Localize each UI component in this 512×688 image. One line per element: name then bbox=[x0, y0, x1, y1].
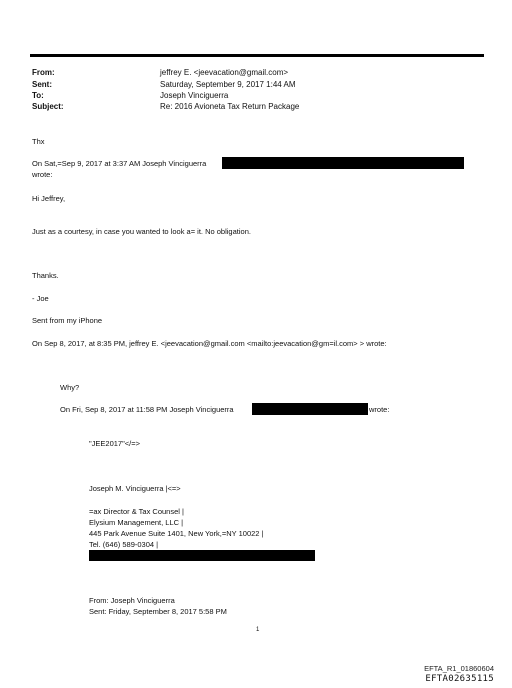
redaction-bar bbox=[89, 550, 315, 561]
signature-phone: Tel. (646) 589-0304 | bbox=[89, 540, 159, 549]
forward-sent: Sent: Friday, September 8, 2017 5:58 PM bbox=[89, 607, 227, 616]
quote-header-3-end: wrote: bbox=[369, 405, 390, 414]
signature-name: Joseph M. Vinciguerra |<=> bbox=[89, 484, 181, 493]
sent-value: Saturday, September 9, 2017 1:44 AM bbox=[160, 80, 296, 89]
subject-label: Subject: bbox=[32, 102, 64, 111]
bates-number-primary: EFTA_R1_01860604 bbox=[424, 664, 494, 673]
thanks-line: Thanks. bbox=[32, 271, 59, 280]
header-rule bbox=[30, 54, 484, 57]
signoff: - Joe bbox=[32, 294, 49, 303]
to-label: To: bbox=[32, 91, 44, 100]
quote-header-2: On Sep 8, 2017, at 8:35 PM, jeffrey E. <jeevacation@gmail.com <mailto:jeevacation@gm=il.com> > wrote: bbox=[32, 339, 387, 348]
page-number: 1 bbox=[256, 627, 260, 633]
sent-from-line: Sent from my iPhone bbox=[32, 316, 103, 325]
bates-number-secondary: EFTA02635115 bbox=[425, 674, 494, 684]
greeting: Hi Jeffrey, bbox=[32, 194, 66, 203]
forward-from: From: Joseph Vinciguerra bbox=[89, 596, 175, 605]
redaction-bar bbox=[222, 157, 464, 169]
signature-address: 445 Park Avenue Suite 1401, New York,=NY 10022 | bbox=[89, 529, 264, 538]
why-line: Why? bbox=[60, 383, 80, 392]
signature-title: =ax Director & Tax Counsel | bbox=[89, 507, 184, 516]
redaction-bar bbox=[252, 403, 368, 415]
courtesy-line: Just as a courtesy, in case you wanted to look a= it. No obligation. bbox=[32, 227, 251, 236]
quote-header-1-end: wrote: bbox=[32, 170, 53, 179]
from-label: From: bbox=[32, 68, 55, 77]
quote-header-1: On Sat,=Sep 9, 2017 at 3:37 AM Joseph Vinciguerra bbox=[32, 159, 207, 168]
password-line: "JEE2017"</=> bbox=[89, 439, 140, 448]
from-value: jeffrey E. <jeevacation@gmail.com> bbox=[160, 68, 289, 77]
sent-label: Sent: bbox=[32, 80, 52, 89]
subject-value: Re: 2016 Avioneta Tax Return Package bbox=[160, 102, 300, 111]
reply-text: Thx bbox=[32, 137, 45, 146]
quote-header-3: On Fri, Sep 8, 2017 at 11:58 PM Joseph Vinciguerra bbox=[60, 405, 234, 414]
to-value: Joseph Vinciguerra bbox=[160, 91, 229, 100]
signature-company: Elysium Management, LLC | bbox=[89, 518, 184, 527]
